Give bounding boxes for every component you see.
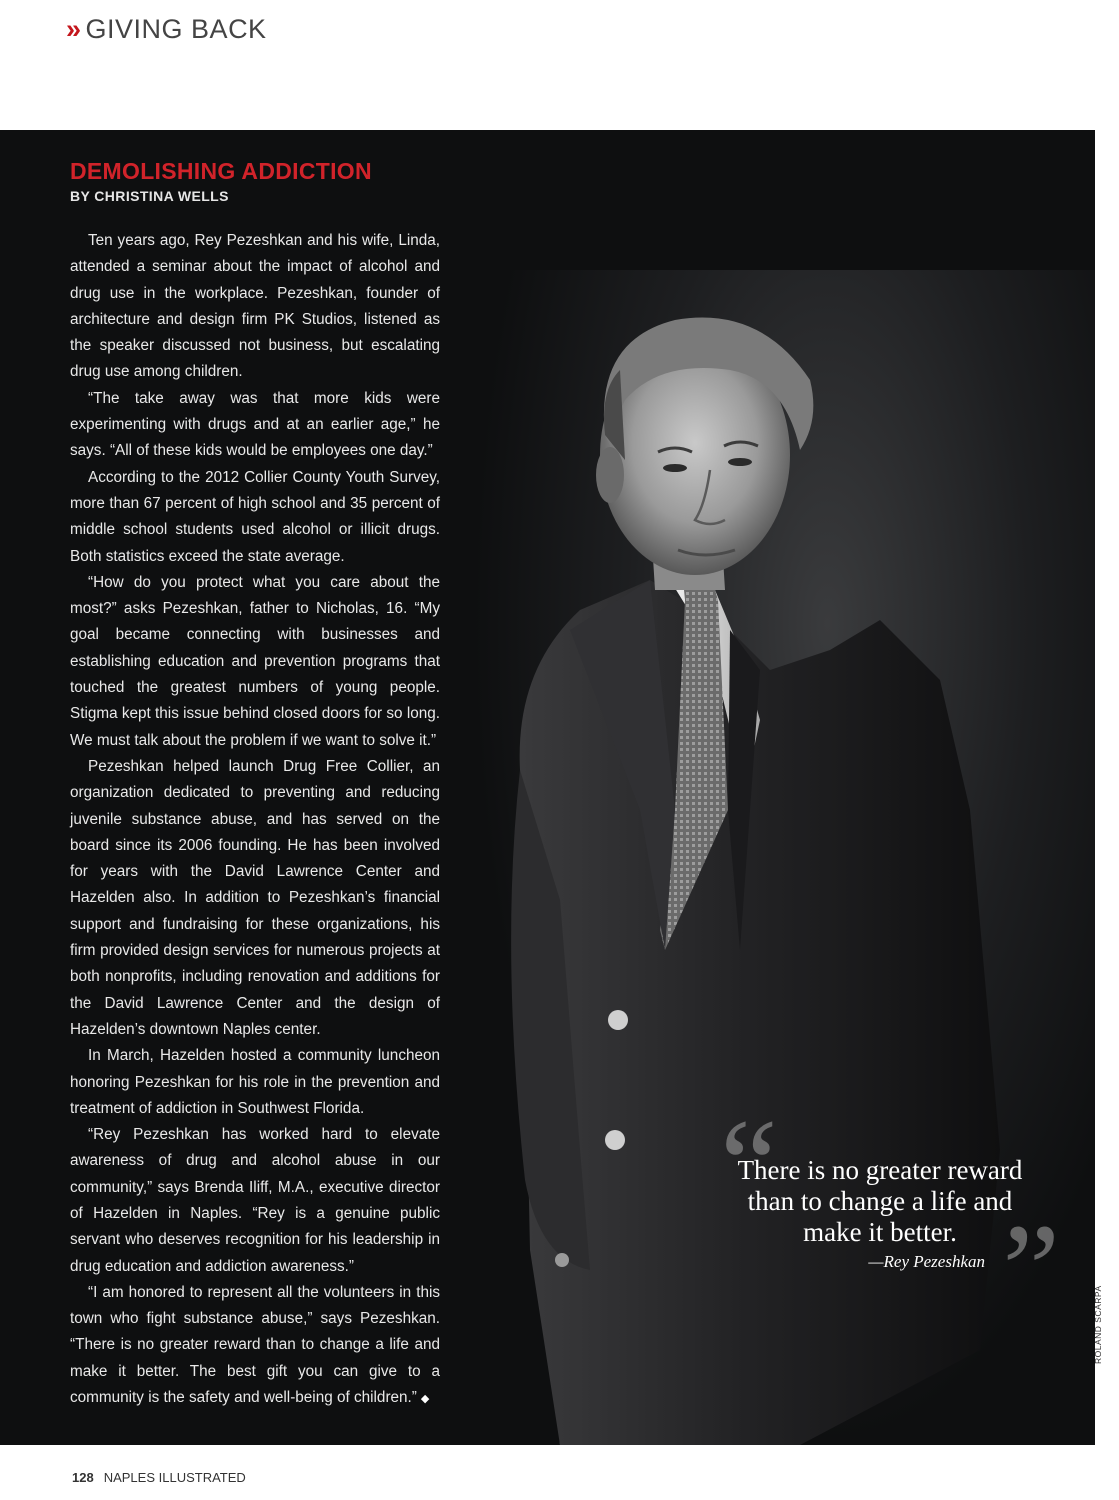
article-paragraph-last (70, 1280, 440, 1412)
page-number: 128 (72, 1470, 94, 1485)
article-paragraph: “How do you protect what you care about the most?” asks Pezeshkan, father to Nicholas, 16. “My goal became connecting with businesses and establishing education and prevention programs that touched the greatest numbers of young people. Stigma kept this issue behind closed doors for so long. We must talk about the problem if we want to solve it.” (70, 573, 440, 749)
end-mark-icon: ◆ (420, 1393, 430, 1406)
article-paragraph: Ten years ago, Rey Pezeshkan and his wife, Linda, attended a seminar about the impact of alcohol and drug use in the workplace. Pezeshkan, founder of architecture and design firm PK Studios, listened as the speaker discussed not business, but escalating drug use among children. (70, 232, 440, 381)
publication-name: NAPLES ILLUSTRATED (103, 1470, 246, 1485)
open-quote-mark: “ (720, 1093, 778, 1237)
feature-panel (0, 130, 1095, 1445)
article-paragraph: Pezeshkan helped launch Drug Free Collier, an organization dedicated to preventing and reducing juvenile substance abuse, and has served on the board since its 2006 founding. He has been involved for years with the David Lawrence Center and Hazelden also. In addition to Pezeshkan’s financial support and fundraising for these organizations, his firm provided design services for numerous projects at both nonprofits, including renovation and additions for the David Lawrence Center and the design of Hazelden’s downtown Naples center. (70, 757, 440, 1038)
section-header (66, 14, 267, 45)
article-body (70, 228, 440, 1412)
pull-quote-text: There is no greater reward than to change a life and make it better. (737, 1155, 1023, 1247)
close-quote-mark: ” (1002, 1198, 1060, 1342)
pull-quote (720, 1093, 1060, 1342)
chevron-icon: » (66, 14, 82, 44)
article-byline: BY CHRISTINA WELLS (70, 188, 229, 204)
pull-quote-attribution: —Rey Pezeshkan (868, 1252, 985, 1271)
photo-credit: ROLAND SCARPA (1093, 1285, 1103, 1364)
section-title: GIVING BACK (85, 14, 267, 44)
article-paragraph: “Rey Pezeshkan has worked hard to elevate awareness of drug and alcohol abuse in our community,” says Brenda Iliff, M.A., executive director of Hazelden in Naples. “Rey is a genuine public servant who deserves recognition for his leadership in drug education and addiction awareness.” (70, 1126, 440, 1275)
article-paragraph: In March, Hazelden hosted a community luncheon honoring Pezeshkan for his role in the prevention and treatment of addiction in Southwest Florida. (70, 1047, 440, 1117)
article-paragraph: According to the 2012 Collier County Youth Survey, more than 67 percent of high school and 35 percent of middle school students used alcohol or illicit drugs. Both statistics exceed the state average. (70, 468, 440, 565)
article-title: DEMOLISHING ADDICTION (70, 158, 372, 184)
article-paragraph-text: “I am honored to represent all the volunteers in this town who fight substance abuse,” says Pezeshkan. “There is no greater reward than to change a life and make it better. The best gift you can give to a community is the safety and well-being of children.” (70, 1283, 440, 1407)
article-paragraph: “The take away was that more kids were experimenting with drugs and at an earlier age,” he says. “All of these kids would be employees one day.” (70, 389, 440, 460)
page-footer (72, 1470, 246, 1485)
